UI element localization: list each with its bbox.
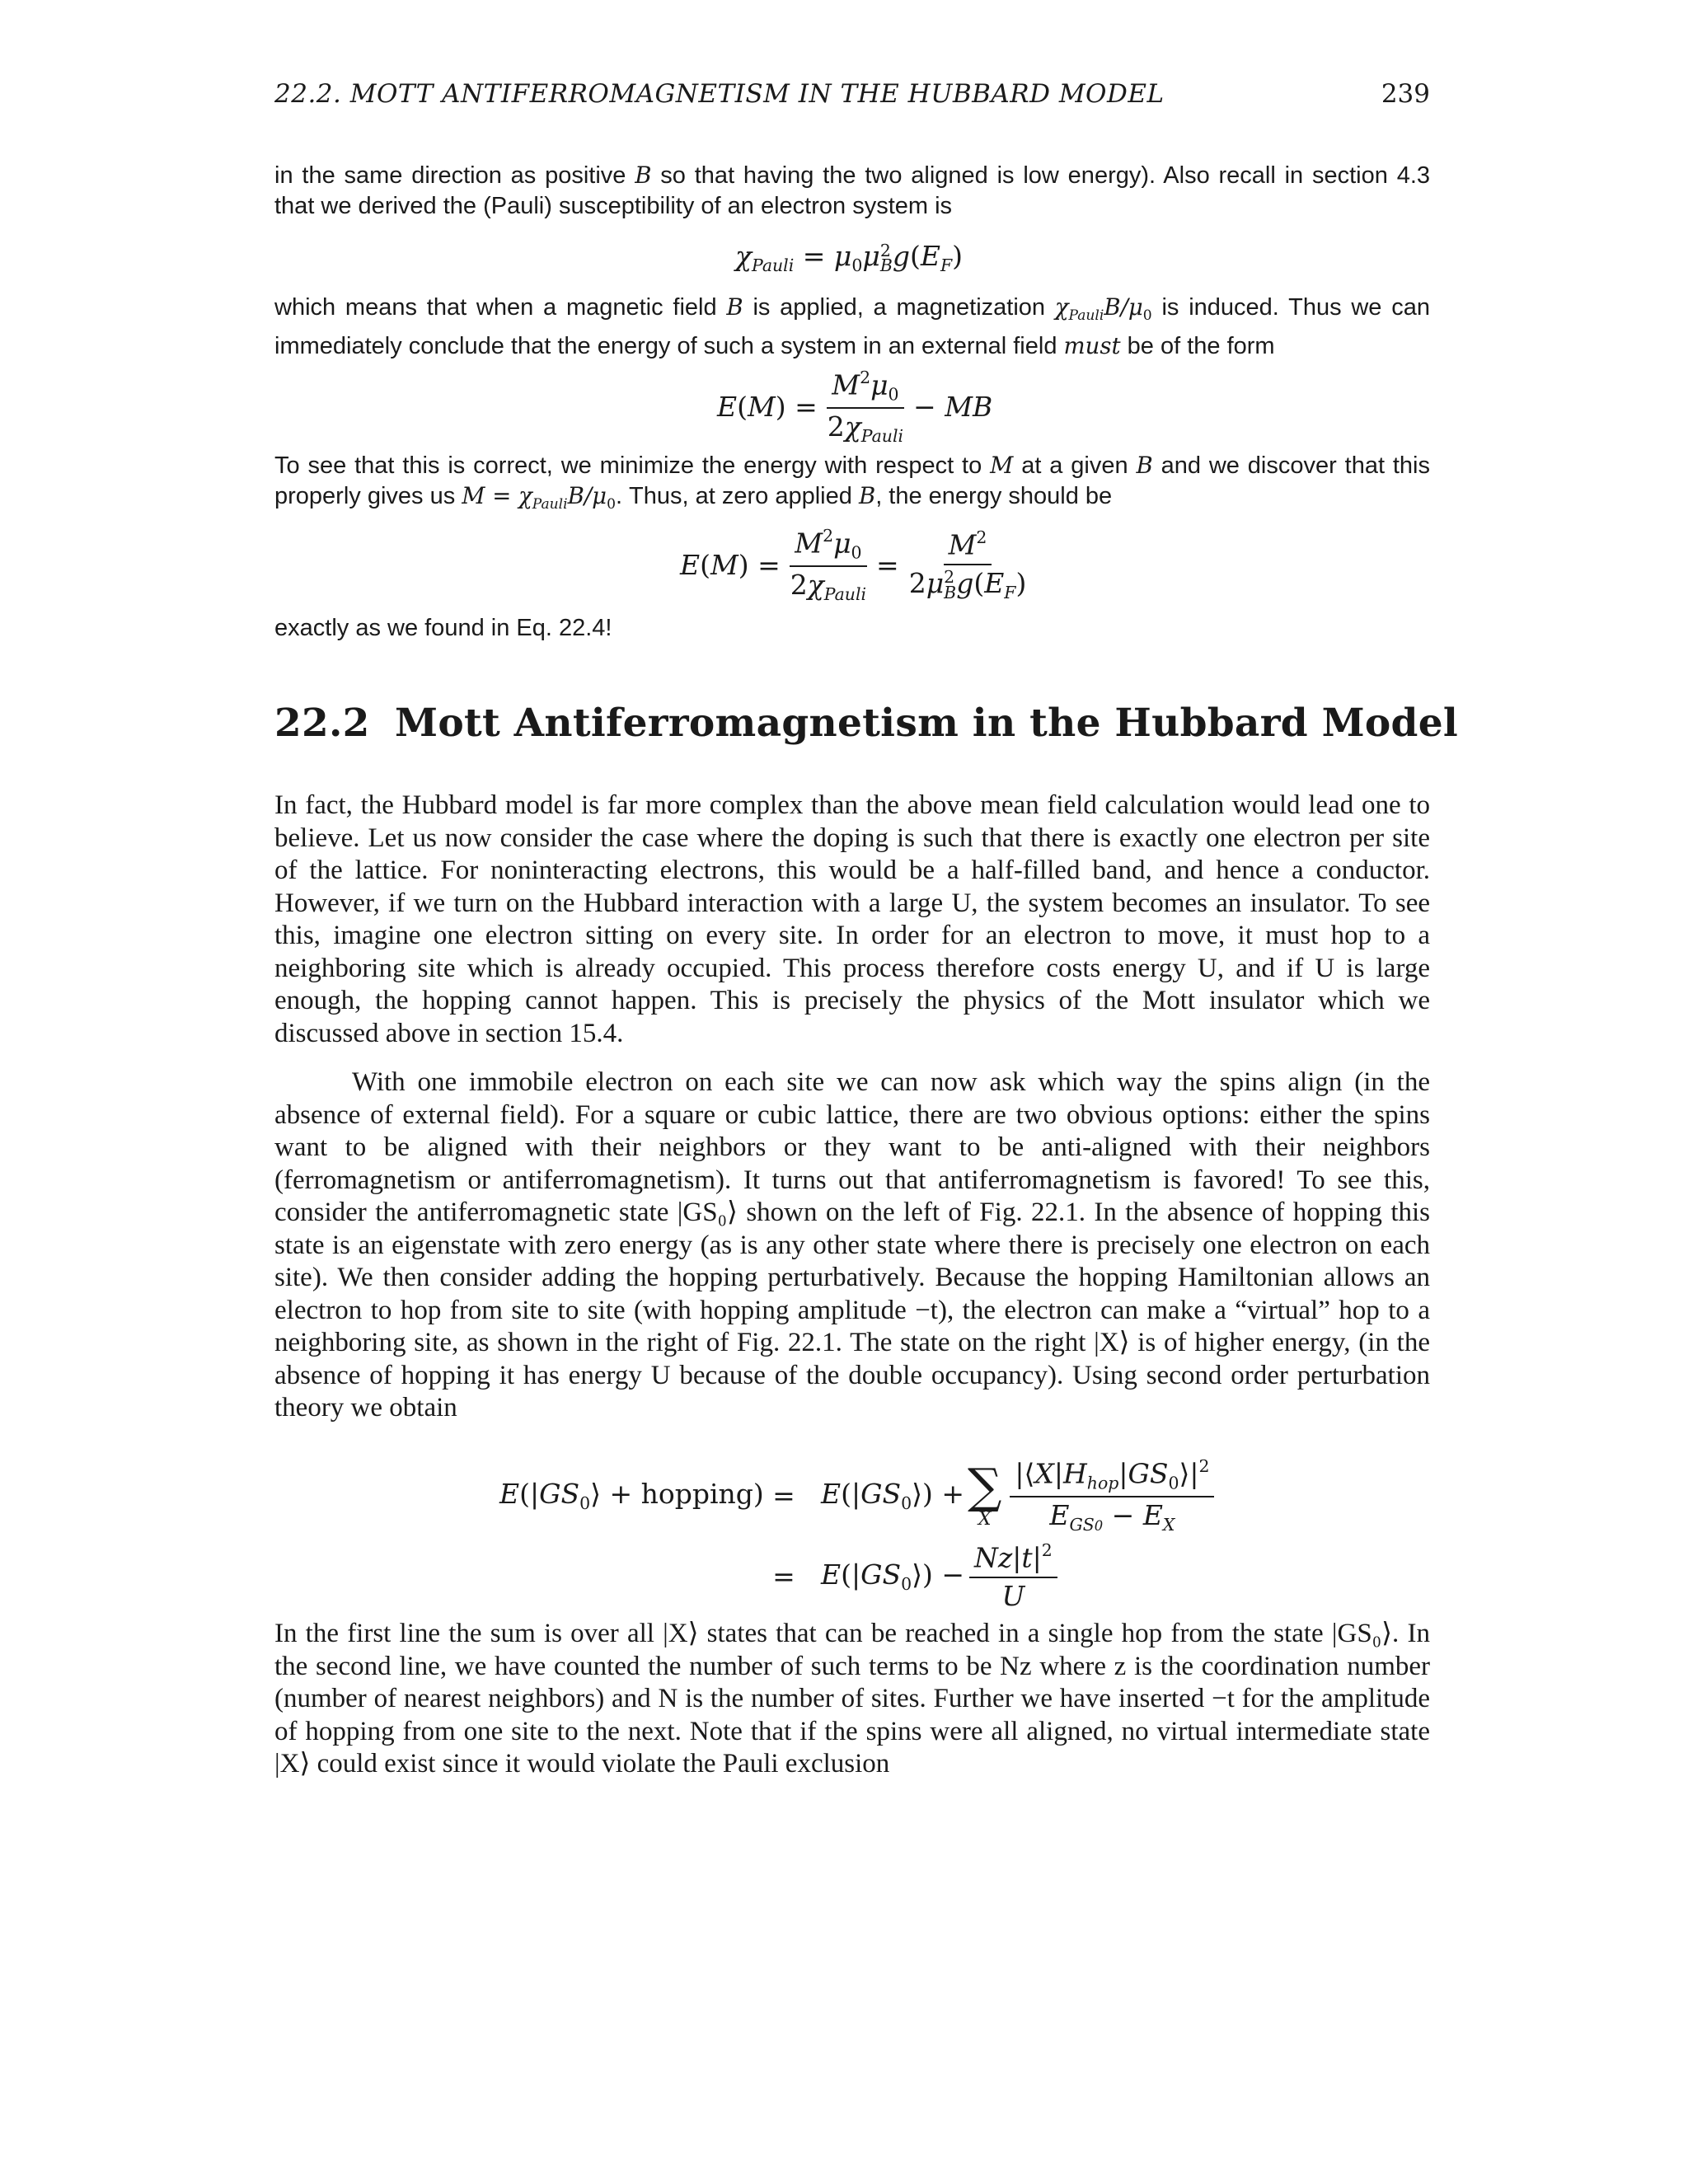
paragraph-eq-reference: exactly as we found in Eq. 22.4! xyxy=(274,615,612,641)
section-number: 22.2 xyxy=(274,701,370,746)
running-title: 22.2. MOTT ANTIFERROMAGNETISM IN THE HUBBARD MODEL xyxy=(274,79,1165,109)
paragraph-hubbard-insulator: In fact, the Hubbard model is far more complex than the above mean field calculation would lead one to believe. Let us now consider the case where the doping is such that there is exactly one electron per site of the lattice. For noninteracting electrons, this would be a half-filled band, and hence a conductor. However, if we turn on the Hubbard interaction with a large U, the system becomes an insulator. To see this, imagine one electron sitting on every site. In order for an electron to move, it must hop to a neighboring site which is already occupied. This process therefore costs energy U, and if U is large enough, the hopping cannot happen. This is precisely the physics of the Mott insulator which we discussed above in section 15.4. xyxy=(274,790,1430,1048)
equation-energy-form: E ( M ) = $\frac{M^2\mu_0}{2\chi_{Pauli}}$ − MB xyxy=(717,368,993,447)
equation-perturbation-line1: $E(|GS_0⟩$ + hopping) = $E(|GS_0⟩)$ + ∑ X $\frac{|⟨X|H_{hop}|GS_0⟩|^2}{E_{GS0} - E_X}$ xyxy=(499,1457,1219,1535)
paragraph-antiferromagnetism: With one immobile electron on each site we can now ask which way the spins align (in the absence of external field). For a square or cubic lattice, there are two obvious options: either the spins want to be aligned with their neighbors or they want to be anti-aligned with their neighbors (ferromagnetism or antiferromagnetism). It turns out that antiferromagnetism is favored! To see this, consider the antiferromagnetic state |GS₀⟩ shown on the left of Fig. 22.1. In the absence of hopping this state is an eigenstate with zero energy (as is any other state where there is precisely one electron on each site). We then consider adding the hopping perturbatively. Because the hopping Hamiltonian allows an electron to hop from site to site (with hopping amplitude −t), the electron can make a “virtual” hop to a neighboring site, as shown in the right of Fig. 22.1. The state on the right |X⟩ is of higher energy, (in the absence of hopping it has energy U because of the double occupancy). Using second order perturbation theory we obtain xyxy=(274,1067,1430,1422)
paragraph-virtual-hopping: In the first line the sum is over all |X⟩ states that can be reached in a single hop from the state |GS₀⟩. In the second line, we have counted the number of such terms to be Nz where z is the coordination number (number of nearest neighbors) and N is the number of sites. Further we have inserted −t for the amplitude of hopping from one site to the next. Note that if the spins were all aligned, no virtual intermediate state |X⟩ could exist since it would violate the Pauli exclusion xyxy=(274,1619,1430,1779)
paragraph-minimize: To see that this is correct, we minimize the energy with respect to M at a given B and we discover that this properly gives us $M = \chi_{Pauli}B/\mu_0$. Thus, at zero applied B, the energy should be xyxy=(274,452,1431,513)
equation-perturbation-line2: = $E(|GS_0⟩)$ − $\frac{Nz|t|^2}{U}$ xyxy=(499,1541,1062,1611)
page-number: 239 xyxy=(1381,79,1430,109)
running-header xyxy=(274,79,1430,109)
section-title: Mott Antiferromagnetism in the Hubbard Model xyxy=(395,701,1459,746)
equation-pauli-susceptibility: $\chi_{Pauli} = \mu_0\mu$ 2 B $g(E_F)$ xyxy=(735,240,964,276)
equation-zero-field-energy: E ( M ) = $\frac{M^2\mu_0}{2\chi_{Pauli}}$ = $M^2$ 2μ 2 B $g(E_F)$ xyxy=(680,526,1027,605)
section-heading xyxy=(274,701,1458,746)
paragraph-pauli-intro: in the same direction as positive B so that having the two aligned is low energy). Also recall in section 4.3 that we derived the (Pauli) susceptibility of an electron system is xyxy=(274,162,1431,219)
paragraph-magnetization: which means that when a magnetic field B is applied, a magnetization $\chi_{Pauli}B/\mu_0$ is induced. Thus we can immediately conclude that the energy of such a system in an external field must be of the form xyxy=(274,294,1430,359)
